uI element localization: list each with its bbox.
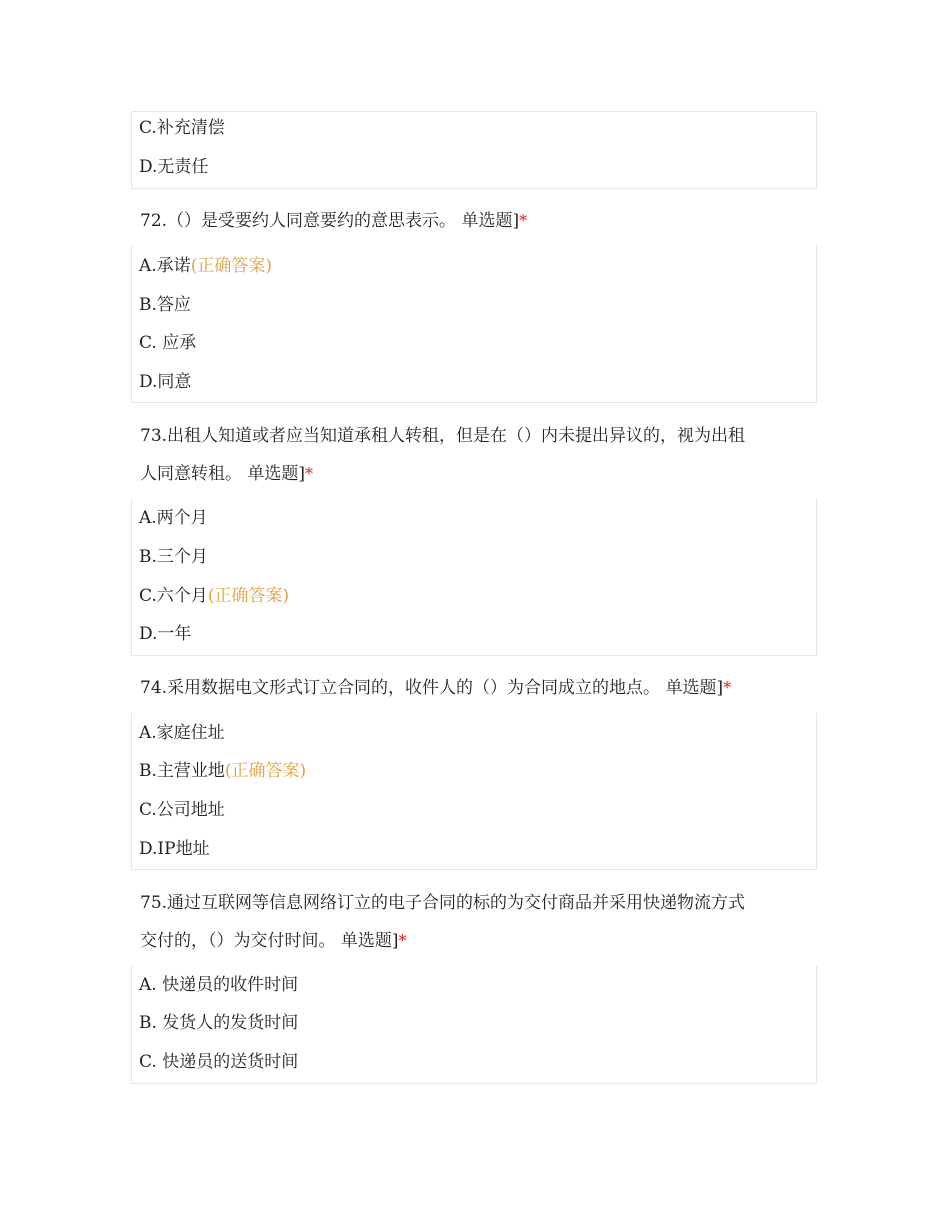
q75-option-c[interactable]: C. 快递员的送货时间	[139, 1052, 299, 1072]
q71-option-d[interactable]: D.无责任	[139, 157, 209, 177]
correct-answer-tag: (正确答案)	[207, 586, 290, 606]
q75-question-text: 交付的，（）为交付时间。 单选题]	[140, 931, 399, 951]
correct-answer-tag: (正确答案)	[190, 256, 272, 276]
q75-question-line2	[140, 930, 407, 952]
q71-option-c[interactable]: C.补充清偿	[139, 118, 225, 138]
q72-option-a-label: A.承诺	[139, 256, 191, 276]
q74-option-d[interactable]: D.IP地址	[139, 839, 210, 859]
q72-option-d[interactable]: D.同意	[139, 372, 192, 392]
q74-options-box	[131, 713, 817, 870]
q74-question	[140, 677, 731, 699]
q73-option-c[interactable]	[139, 585, 289, 607]
q73-option-d[interactable]: D.一年	[139, 624, 192, 644]
q75-question-line1: 75.通过互联网等信息网络订立的电子合同的标的为交付商品并采用快递物流方式	[140, 893, 746, 913]
q75-option-a[interactable]: A. 快递员的收件时间	[139, 975, 299, 995]
q72-option-c[interactable]: C. 应承	[139, 333, 197, 353]
q72-question	[140, 210, 527, 232]
q73-option-c-label: C.六个月	[139, 586, 208, 606]
q74-option-b[interactable]	[139, 760, 306, 782]
required-mark: *	[305, 464, 314, 483]
q73-question-line2	[140, 463, 313, 485]
q75-option-b[interactable]: B. 发货人的发货时间	[139, 1013, 299, 1033]
q74-option-b-label: B.主营业地	[139, 761, 225, 781]
correct-answer-tag: (正确答案)	[224, 761, 307, 781]
q72-question-text: 72.（）是受要约人同意要约的意思表示。 单选题]	[140, 211, 520, 231]
q73-option-b[interactable]: B.三个月	[139, 547, 208, 567]
q74-question-text: 74.采用数据电文形式订立合同的，收件人的（）为合同成立的地点。 单选题]	[140, 678, 724, 698]
q74-option-a[interactable]: A.家庭住址	[139, 723, 225, 743]
q74-option-c[interactable]: C.公司地址	[139, 800, 225, 820]
q73-options-box	[131, 498, 817, 656]
required-mark: *	[398, 931, 407, 950]
q72-option-b[interactable]: B.答应	[139, 295, 191, 315]
required-mark: *	[519, 211, 528, 230]
q72-option-a[interactable]	[139, 255, 272, 277]
q73-question-line1: 73.出租人知道或者应当知道承租人转租，但是在（）内未提出异议的，视为出租	[140, 426, 746, 446]
required-mark: *	[723, 678, 732, 697]
q73-question-text: 人同意转租。 单选题]	[140, 464, 306, 484]
q71-options-box	[131, 111, 817, 189]
q73-option-a[interactable]: A.两个月	[139, 508, 208, 528]
